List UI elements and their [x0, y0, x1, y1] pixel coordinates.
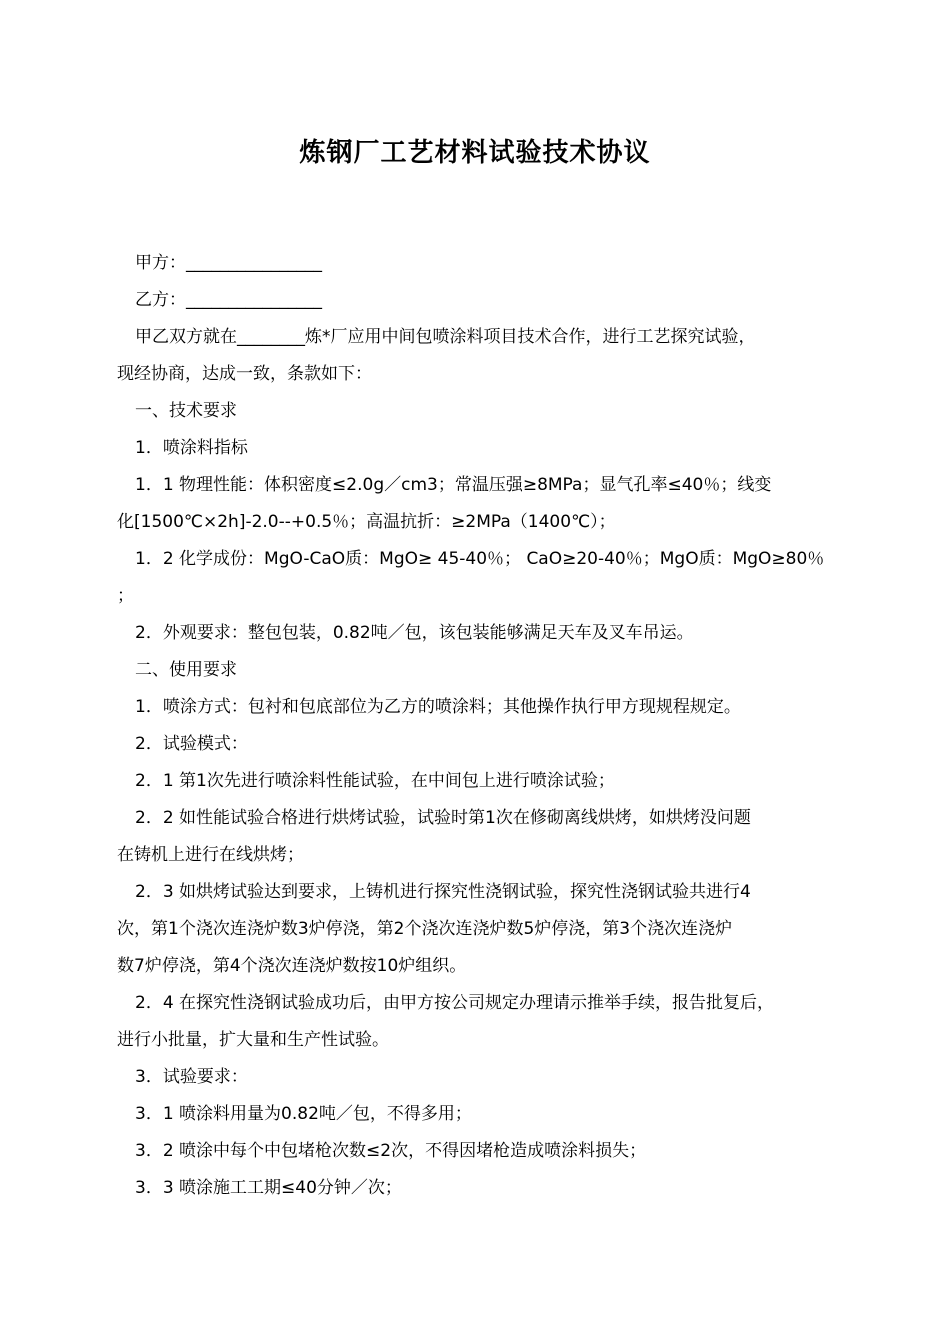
document-line: 进行小批量，扩大量和生产性试验。 [117, 1030, 389, 1050]
document-line: 次，第1个浇次连浇炉数3炉停浇，第2个浇次连浇炉数5炉停浇，第3个浇次连浇炉 [117, 919, 733, 939]
document-line: 化[1500℃×2h]-2.0--+0.5％；高温抗折：≥2MPa（1400℃）； [117, 512, 616, 532]
document-body [117, 245, 853, 1207]
document-line: 甲乙双方就在________炼*厂应用中间包喷涂料项目技术合作，进行工艺探究试验， [135, 327, 756, 347]
document-line: ； [117, 586, 134, 606]
document-line: 二、使用要求 [135, 660, 237, 680]
document-line: 2．4 在探究性浇钢试验成功后，由甲方按公司规定办理请示推举手续，报告批复后， [135, 993, 775, 1013]
document-line: 乙方：________________ [135, 290, 322, 310]
document-line: 2．1 第1次先进行喷涂料性能试验，在中间包上进行喷涂试验； [135, 771, 615, 791]
document-line: 3．试验要求： [135, 1067, 248, 1087]
document-line: 1．喷涂方式：包衬和包底部位为乙方的喷涂料；其他操作执行甲方现规程规定。 [135, 697, 741, 717]
document-line: 2．2 如性能试验合格进行烘烤试验，试验时第1次在修砌离线烘烤，如烘烤没问题 [135, 808, 751, 828]
document-line: 2．试验模式： [135, 734, 248, 754]
document-line: 3．3 喷涂施工工期≤40分钟／次； [135, 1178, 402, 1198]
document-line: 数7炉停浇，第4个浇次连浇炉数按10炉组织。 [117, 956, 467, 976]
document-line: 2．3 如烘烤试验达到要求，上铸机进行探究性浇钢试验，探究性浇钢试验共进行4 [135, 882, 751, 902]
document-line: 3．2 喷涂中每个中包堵枪次数≤2次，不得因堵枪造成喷涂料损失； [135, 1141, 647, 1161]
document-line: 2．外观要求：整包包装，0.82吨／包，该包装能够满足天车及叉车吊运。 [135, 623, 694, 643]
document-line: 现经协商，达成一致，条款如下： [117, 364, 372, 384]
document-line: 1．喷涂料指标 [135, 438, 248, 458]
document-title: 炼钢厂工艺材料试验技术协议 [299, 138, 651, 168]
document-line: 在铸机上进行在线烘烤； [117, 845, 304, 865]
document-line: 1．2 化学成份：MgO-CaO质：MgO≥ 45-40％； CaO≥20-40％；MgO质：MgO≥80％ [135, 549, 825, 569]
document-line: 3．1 喷涂料用量为0.82吨／包，不得多用； [135, 1104, 472, 1124]
document-line: 一、技术要求 [135, 401, 237, 421]
document-line: 甲方：________________ [135, 253, 322, 273]
document-line: 1．1 物理性能：体积密度≤2.0g／cm3；常温压强≥8MPa；显气孔率≤40％；线变 [135, 475, 772, 495]
